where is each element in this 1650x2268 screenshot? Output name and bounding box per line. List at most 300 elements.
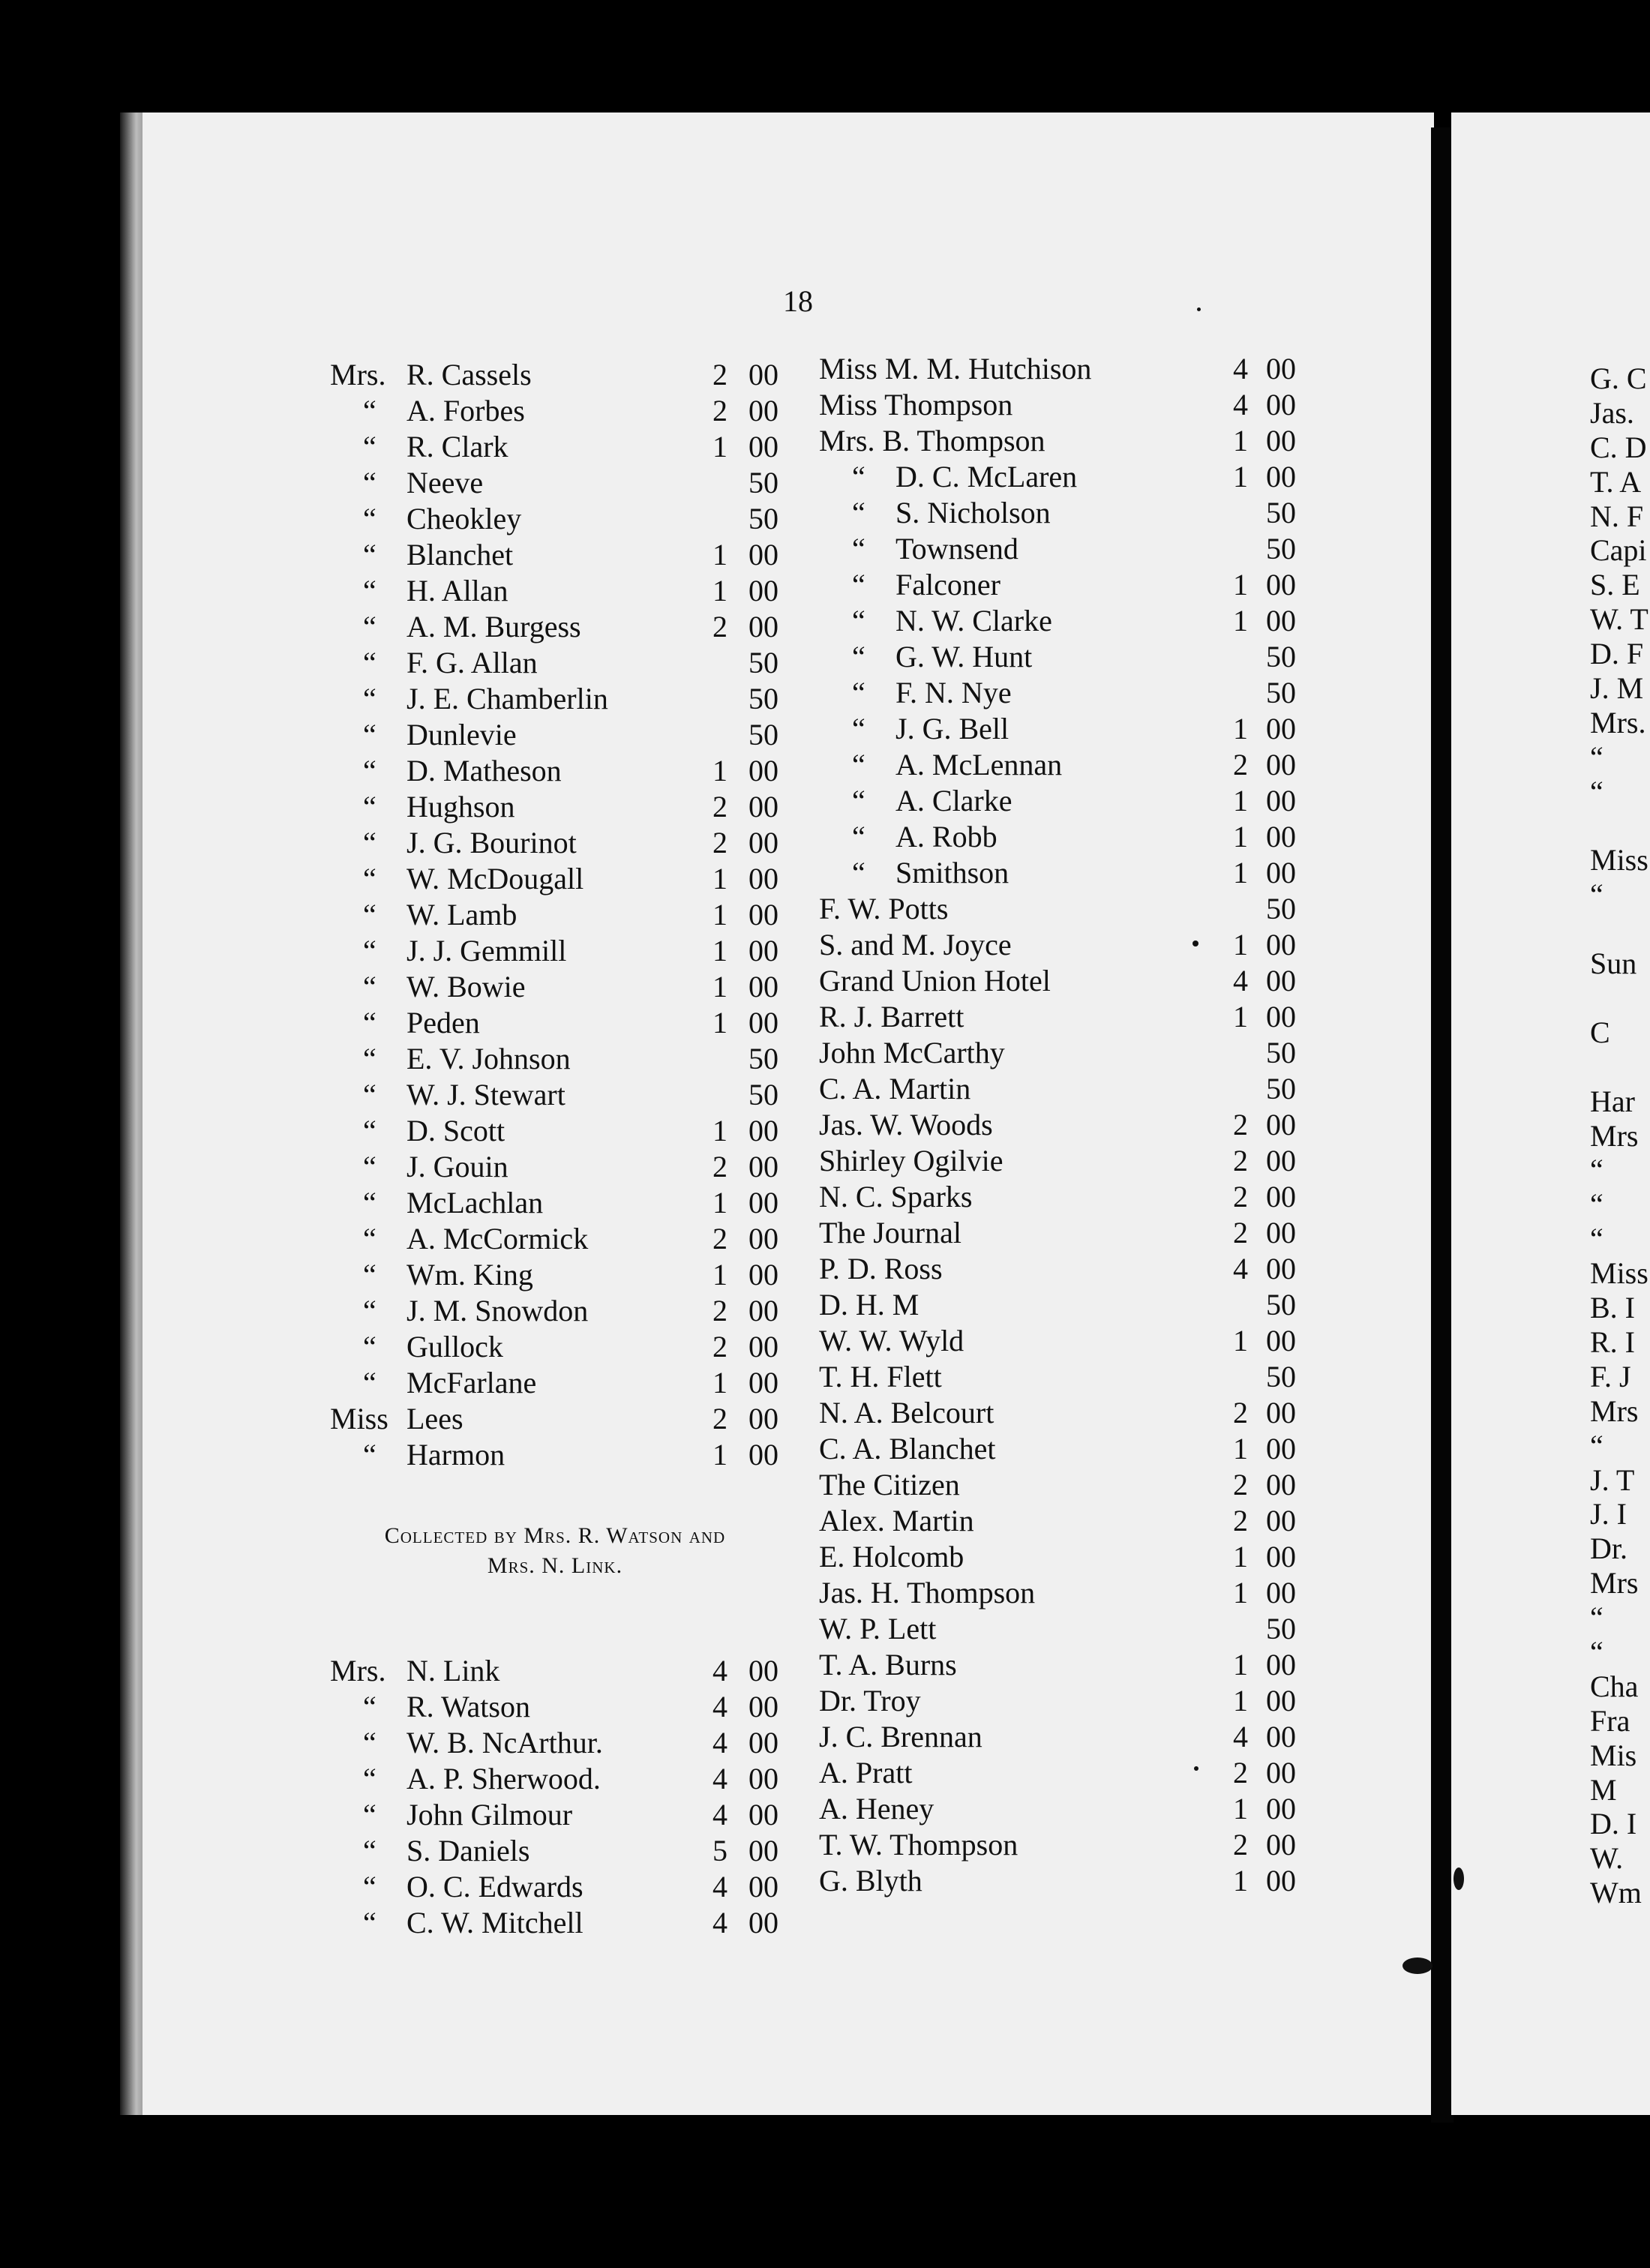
amount-cents: 00: [1266, 1324, 1296, 1358]
list-item: [330, 1797, 788, 1833]
amount-dollars: 1: [712, 1366, 728, 1400]
amount-dollars: 4: [712, 1906, 728, 1940]
title-prefix: “: [852, 460, 866, 494]
list-item: [330, 969, 788, 1005]
amount-dollars: 1: [712, 1258, 728, 1292]
list-item: [330, 1833, 788, 1869]
subscriber-name: Dunlevie: [406, 718, 517, 752]
cropped-list-item: “: [1590, 1428, 1604, 1462]
amount-cents: 00: [748, 1906, 778, 1940]
list-item: [330, 1725, 788, 1761]
list-item: [819, 1071, 1296, 1107]
ink-speck: [1197, 308, 1201, 311]
list-item: [330, 1437, 788, 1473]
subscriber-name: R. Cassels: [406, 358, 532, 392]
amount-cents: 50: [748, 682, 778, 716]
title-prefix: “: [363, 1114, 376, 1148]
section-heading-line-2: Mrs. N. Link.: [487, 1553, 623, 1578]
cropped-list-item: C: [1590, 1015, 1610, 1049]
subscriber-name: Townsend: [896, 532, 1018, 566]
ink-blot: [1402, 1958, 1432, 1974]
list-item: [330, 1761, 788, 1797]
title-prefix: “: [363, 1834, 376, 1868]
subscriber-name: Falconer: [896, 568, 1000, 602]
list-item: [819, 1755, 1296, 1791]
amount-cents: 50: [1266, 676, 1296, 710]
title-prefix: “: [363, 1186, 376, 1220]
amount-cents: 00: [748, 1150, 778, 1184]
list-item: [819, 459, 1296, 495]
subscriber-name: G. Blyth: [819, 1864, 922, 1898]
cropped-list-item: [1590, 809, 1650, 844]
amount-dollars: 4: [712, 1654, 728, 1688]
list-item: [330, 825, 788, 861]
amount-dollars: 1: [712, 862, 728, 896]
amount-cents: 00: [748, 1222, 778, 1256]
amount-cents: 00: [748, 1402, 778, 1436]
amount-dollars: 1: [1233, 784, 1248, 818]
subscriber-name: McFarlane: [406, 1366, 537, 1400]
amount-cents: 00: [748, 826, 778, 860]
subscriber-name: The Citizen: [819, 1468, 960, 1502]
amount-cents: 00: [1266, 712, 1296, 746]
subscriber-name: Jas. W. Woods: [819, 1108, 993, 1142]
cropped-list-item: “: [1590, 774, 1604, 808]
subscriber-name: F. W. Potts: [819, 892, 949, 926]
amount-dollars: 1: [712, 898, 728, 932]
title-prefix: “: [363, 754, 376, 788]
ink-speck: [1194, 1766, 1198, 1771]
amount-dollars: 1: [712, 970, 728, 1004]
cropped-list-item: Miss: [1590, 1256, 1648, 1291]
cropped-list-item: “: [1590, 1187, 1604, 1222]
amount-dollars: 1: [712, 754, 728, 788]
title-prefix: “: [852, 676, 866, 710]
list-item: [330, 501, 788, 537]
subscriber-name: D. H. M: [819, 1288, 920, 1322]
amount-cents: 00: [748, 754, 778, 788]
title-prefix: Miss: [330, 1402, 388, 1436]
list-item: [330, 1257, 788, 1293]
amount-cents: 00: [1266, 1576, 1296, 1610]
list-item: [330, 1293, 788, 1329]
subscriber-name: P. D. Ross: [819, 1252, 943, 1286]
cropped-list-item: B. I: [1590, 1291, 1635, 1325]
ink-blot: [1454, 1868, 1464, 1890]
amount-dollars: 1: [1233, 460, 1248, 494]
title-prefix: “: [363, 610, 376, 644]
title-prefix: “: [363, 1258, 376, 1292]
amount-cents: 00: [748, 970, 778, 1004]
amount-cents: 00: [748, 1870, 778, 1904]
list-item: [819, 819, 1296, 855]
subscriber-name: J. E. Chamberlin: [406, 682, 608, 716]
list-item: [819, 711, 1296, 747]
subscriber-name: F. N. Nye: [896, 676, 1012, 710]
list-item: [330, 573, 788, 609]
subscriber-name: A. Pratt: [819, 1756, 913, 1790]
amount-cents: 00: [748, 862, 778, 896]
amount-dollars: 4: [1233, 388, 1248, 422]
title-prefix: “: [363, 574, 376, 608]
list-item: [330, 429, 788, 465]
subscriber-name: J. C. Brennan: [819, 1720, 982, 1754]
cropped-list-item: G. C: [1590, 362, 1647, 395]
amount-cents: 00: [1266, 748, 1296, 782]
subscriber-name: C. A. Blanchet: [819, 1432, 996, 1466]
amount-cents: 00: [748, 1726, 778, 1760]
subscriber-name: R. Watson: [406, 1690, 530, 1724]
amount-cents: 00: [748, 1186, 778, 1220]
subscriber-name: Cheokley: [406, 502, 522, 536]
subscriber-name: J. Gouin: [406, 1150, 508, 1184]
amount-cents: 00: [1266, 1648, 1296, 1682]
title-prefix: “: [363, 790, 376, 824]
cropped-list-item: W. T: [1590, 602, 1648, 637]
list-item: [330, 1905, 788, 1941]
subscriber-name: A. McCormick: [406, 1222, 589, 1256]
amount-cents: 00: [748, 1798, 778, 1832]
amount-dollars: 1: [712, 574, 728, 608]
list-item: [819, 531, 1296, 567]
amount-cents: 00: [1266, 784, 1296, 818]
amount-cents: 00: [748, 1294, 778, 1328]
list-item: [330, 861, 788, 897]
title-prefix: “: [852, 532, 866, 566]
subscriber-name: Jas. H. Thompson: [819, 1576, 1036, 1610]
amount-cents: 50: [1266, 1036, 1296, 1070]
list-item: [330, 1077, 788, 1113]
list-item: [330, 1329, 788, 1365]
cropped-list-item: Capi: [1590, 533, 1647, 568]
amount-dollars: 2: [712, 1402, 728, 1436]
title-prefix: “: [363, 1366, 376, 1400]
title-prefix: “: [363, 466, 376, 500]
title-prefix: “: [852, 568, 866, 602]
cropped-list-item: Dr.: [1590, 1532, 1628, 1566]
amount-cents: 00: [1266, 1000, 1296, 1034]
subscriber-name: Smithson: [896, 856, 1010, 890]
amount-dollars: 1: [1233, 928, 1248, 962]
subscriber-name: A. M. Burgess: [406, 610, 581, 644]
cropped-list-item: Mis: [1590, 1738, 1637, 1772]
ink-speck: [1192, 940, 1198, 946]
title-prefix: “: [363, 1006, 376, 1040]
list-item: [330, 681, 788, 717]
list-item: [330, 1365, 788, 1401]
subscriber-name: W. P. Lett: [819, 1612, 937, 1646]
subscriber-name: H. Allan: [406, 574, 508, 608]
subscriber-name: Alex. Martin: [819, 1504, 974, 1538]
title-prefix: “: [363, 934, 376, 968]
amount-cents: 00: [1266, 1756, 1296, 1790]
subscriber-name: T. H. Flett: [819, 1360, 942, 1394]
list-item: [819, 1611, 1296, 1647]
amount-dollars: 2: [712, 790, 728, 824]
list-item: [819, 1215, 1296, 1251]
amount-cents: 00: [1266, 1468, 1296, 1502]
amount-cents: 50: [1266, 532, 1296, 566]
amount-dollars: 1: [712, 1006, 728, 1040]
cropped-list-item: Jas.: [1590, 395, 1634, 430]
cropped-list-item: Miss: [1590, 843, 1648, 878]
cropped-list-item: [1590, 981, 1650, 1016]
amount-cents: 00: [748, 358, 778, 392]
list-item: [330, 1005, 788, 1041]
list-item: [819, 423, 1296, 459]
subscriber-name: McLachlan: [406, 1186, 544, 1220]
cropped-list-item: “: [1590, 740, 1604, 774]
cropped-list-item: W.: [1590, 1841, 1624, 1876]
subscriber-name: Hughson: [406, 790, 515, 824]
amount-cents: 00: [1266, 928, 1296, 962]
amount-dollars: 2: [1233, 1468, 1248, 1502]
list-item: [330, 1221, 788, 1257]
list-item: [819, 1539, 1296, 1575]
amount-cents: 00: [1266, 460, 1296, 494]
subscriber-name: E. V. Johnson: [406, 1042, 571, 1076]
amount-dollars: 2: [1233, 1216, 1248, 1250]
subscriber-name: Harmon: [406, 1438, 506, 1472]
cropped-list-item: Mrs: [1590, 1118, 1639, 1153]
amount-cents: 00: [1266, 604, 1296, 638]
title-prefix: “: [363, 1906, 376, 1940]
amount-cents: 50: [748, 1042, 778, 1076]
amount-cents: 00: [748, 610, 778, 644]
list-item: [330, 1113, 788, 1149]
subscriber-name: W. B. NcArthur.: [406, 1726, 603, 1760]
list-item: [819, 1575, 1296, 1611]
amount-cents: 50: [748, 466, 778, 500]
amount-cents: 00: [1266, 1720, 1296, 1754]
title-prefix: “: [852, 748, 866, 782]
amount-dollars: 2: [1233, 1108, 1248, 1142]
amount-cents: 00: [1266, 820, 1296, 854]
cropped-list-item: J. I: [1590, 1497, 1627, 1532]
amount-cents: 00: [1266, 1504, 1296, 1538]
page-number: 18: [783, 284, 813, 318]
amount-dollars: 1: [1233, 1792, 1248, 1826]
amount-cents: 00: [1266, 424, 1296, 458]
amount-dollars: 1: [1233, 1432, 1248, 1466]
list-item: [819, 963, 1296, 999]
cropped-list-item: T. A: [1590, 464, 1642, 499]
amount-cents: 00: [1266, 1108, 1296, 1142]
subscriber-list-column-a: [330, 357, 788, 1473]
subscriber-name: D. C. McLaren: [896, 460, 1078, 494]
subscriber-name: R. Clark: [406, 430, 508, 464]
subscriber-name: John McCarthy: [819, 1036, 1005, 1070]
amount-cents: 00: [1266, 856, 1296, 890]
subscriber-list-column-c-cropped: [1590, 362, 1650, 1910]
amount-cents: 50: [1266, 1360, 1296, 1394]
list-item: [819, 1467, 1296, 1503]
subscriber-name: A. P. Sherwood.: [406, 1762, 601, 1796]
title-prefix: “: [363, 538, 376, 572]
amount-dollars: 1: [712, 538, 728, 572]
amount-dollars: 4: [712, 1762, 728, 1796]
subscriber-name: F. G. Allan: [406, 646, 538, 680]
subscriber-name: A. McLennan: [896, 748, 1063, 782]
list-item: [819, 495, 1296, 531]
title-prefix: “: [363, 1078, 376, 1112]
amount-cents: 50: [1266, 892, 1296, 926]
title-prefix: “: [363, 1438, 376, 1472]
subscriber-name: John Gilmour: [406, 1798, 573, 1832]
amount-dollars: 1: [1233, 1648, 1248, 1682]
subscriber-name: J. G. Bell: [896, 712, 1010, 746]
amount-cents: 50: [1266, 1612, 1296, 1646]
amount-cents: 00: [748, 790, 778, 824]
amount-dollars: 2: [1233, 1180, 1248, 1214]
amount-cents: 00: [748, 1834, 778, 1868]
amount-dollars: 2: [1233, 748, 1248, 782]
amount-dollars: 4: [1233, 1252, 1248, 1286]
amount-cents: 00: [1266, 1216, 1296, 1250]
cropped-list-item: [1590, 1050, 1650, 1084]
list-item: [330, 645, 788, 681]
amount-cents: 00: [1266, 1144, 1296, 1178]
subscriber-name: T. A. Burns: [819, 1648, 957, 1682]
amount-dollars: 4: [712, 1870, 728, 1904]
subscriber-name: W. Lamb: [406, 898, 518, 932]
cropped-list-item: M: [1590, 1772, 1617, 1807]
title-prefix: Mrs.: [330, 1654, 386, 1688]
subscriber-list-column-b: [819, 351, 1296, 1899]
cropped-list-item: [1590, 912, 1650, 946]
amount-dollars: 2: [1233, 1504, 1248, 1538]
cropped-list-item: Sun: [1590, 946, 1637, 981]
subscriber-name: A. Forbes: [406, 394, 525, 428]
list-item: [330, 1185, 788, 1221]
cropped-list-item: N. F: [1590, 499, 1644, 533]
amount-cents: 00: [1266, 1180, 1296, 1214]
title-prefix: “: [363, 1870, 376, 1904]
list-item: [819, 1791, 1296, 1827]
list-item: [330, 1653, 788, 1689]
amount-cents: 00: [1266, 1396, 1296, 1430]
list-item: [819, 927, 1296, 963]
list-item: [330, 1689, 788, 1725]
subscriber-name: O. C. Edwards: [406, 1870, 584, 1904]
subscriber-name: Gullock: [406, 1330, 503, 1364]
title-prefix: “: [852, 820, 866, 854]
amount-dollars: 2: [712, 358, 728, 392]
amount-dollars: 2: [712, 1222, 728, 1256]
list-item: [819, 999, 1296, 1035]
subscriber-name: D. Scott: [406, 1114, 506, 1148]
title-prefix: “: [363, 682, 376, 716]
title-prefix: “: [363, 1150, 376, 1184]
amount-dollars: 1: [712, 1438, 728, 1472]
amount-dollars: 2: [712, 1330, 728, 1364]
amount-cents: 50: [1266, 496, 1296, 530]
amount-cents: 00: [748, 1258, 778, 1292]
title-prefix: Mrs.: [330, 358, 386, 392]
amount-dollars: 4: [712, 1690, 728, 1724]
list-item: [819, 1647, 1296, 1683]
amount-dollars: 1: [1233, 424, 1248, 458]
subscriber-name: N. W. Clarke: [896, 604, 1052, 638]
amount-dollars: 2: [1233, 1756, 1248, 1790]
list-item: [819, 387, 1296, 423]
amount-dollars: 1: [1233, 1864, 1248, 1898]
title-prefix: “: [363, 502, 376, 536]
list-item: [819, 1287, 1296, 1323]
amount-cents: 00: [1266, 1540, 1296, 1574]
amount-dollars: 2: [712, 610, 728, 644]
subscriber-name: Blanchet: [406, 538, 514, 572]
cropped-list-item: Mrs.: [1590, 705, 1646, 740]
amount-dollars: 4: [1233, 1720, 1248, 1754]
title-prefix: “: [363, 430, 376, 464]
amount-cents: 00: [748, 1654, 778, 1688]
title-prefix: “: [363, 1726, 376, 1760]
section-heading-line-1: Collected by Mrs. R. Watson and: [384, 1523, 726, 1548]
amount-dollars: 1: [1233, 712, 1248, 746]
subscriber-name: J. G. Bourinot: [406, 826, 577, 860]
amount-cents: 00: [748, 1114, 778, 1148]
subscriber-name: W. McDougall: [406, 862, 584, 896]
amount-cents: 00: [748, 574, 778, 608]
subscriber-name: W. Bowie: [406, 970, 526, 1004]
subscriber-name: Lees: [406, 1402, 464, 1436]
list-item: [330, 537, 788, 573]
amount-cents: 50: [1266, 1288, 1296, 1322]
amount-dollars: 1: [712, 1186, 728, 1220]
amount-dollars: 1: [712, 430, 728, 464]
amount-cents: 00: [1266, 568, 1296, 602]
subscriber-name: N. Link: [406, 1654, 500, 1688]
amount-dollars: 2: [1233, 1396, 1248, 1430]
list-item: [819, 783, 1296, 819]
amount-cents: 00: [748, 898, 778, 932]
subscriber-name: Peden: [406, 1006, 480, 1040]
list-item: [819, 855, 1296, 891]
subscriber-name: D. Matheson: [406, 754, 562, 788]
subscriber-name: G. W. Hunt: [896, 640, 1033, 674]
amount-dollars: 4: [712, 1798, 728, 1832]
list-item: [330, 1869, 788, 1905]
list-item: [819, 1035, 1296, 1071]
list-item: [819, 1503, 1296, 1539]
cropped-list-item: Mrs: [1590, 1566, 1639, 1600]
list-item: [819, 1107, 1296, 1143]
amount-cents: 00: [1266, 1252, 1296, 1286]
cropped-list-item: S. E: [1590, 568, 1640, 602]
list-item: [819, 567, 1296, 603]
amount-dollars: 1: [1233, 820, 1248, 854]
list-item: [819, 1683, 1296, 1719]
cropped-list-item: J. T: [1590, 1462, 1635, 1497]
title-prefix: “: [363, 1222, 376, 1256]
title-prefix: “: [363, 826, 376, 860]
subscriber-name: W. J. Stewart: [406, 1078, 566, 1112]
subscriber-name: Miss Thompson: [819, 388, 1013, 422]
cropped-list-item: “: [1590, 1600, 1604, 1635]
subscriber-name: Neeve: [406, 466, 484, 500]
list-item: [330, 789, 788, 825]
amount-cents: 00: [1266, 1864, 1296, 1898]
section-heading: [330, 1521, 780, 1581]
amount-cents: 50: [748, 646, 778, 680]
title-prefix: “: [852, 784, 866, 818]
amount-cents: 00: [748, 538, 778, 572]
amount-cents: 00: [748, 1690, 778, 1724]
amount-dollars: 1: [1233, 1540, 1248, 1574]
list-item: [819, 675, 1296, 711]
list-item: [819, 1251, 1296, 1287]
